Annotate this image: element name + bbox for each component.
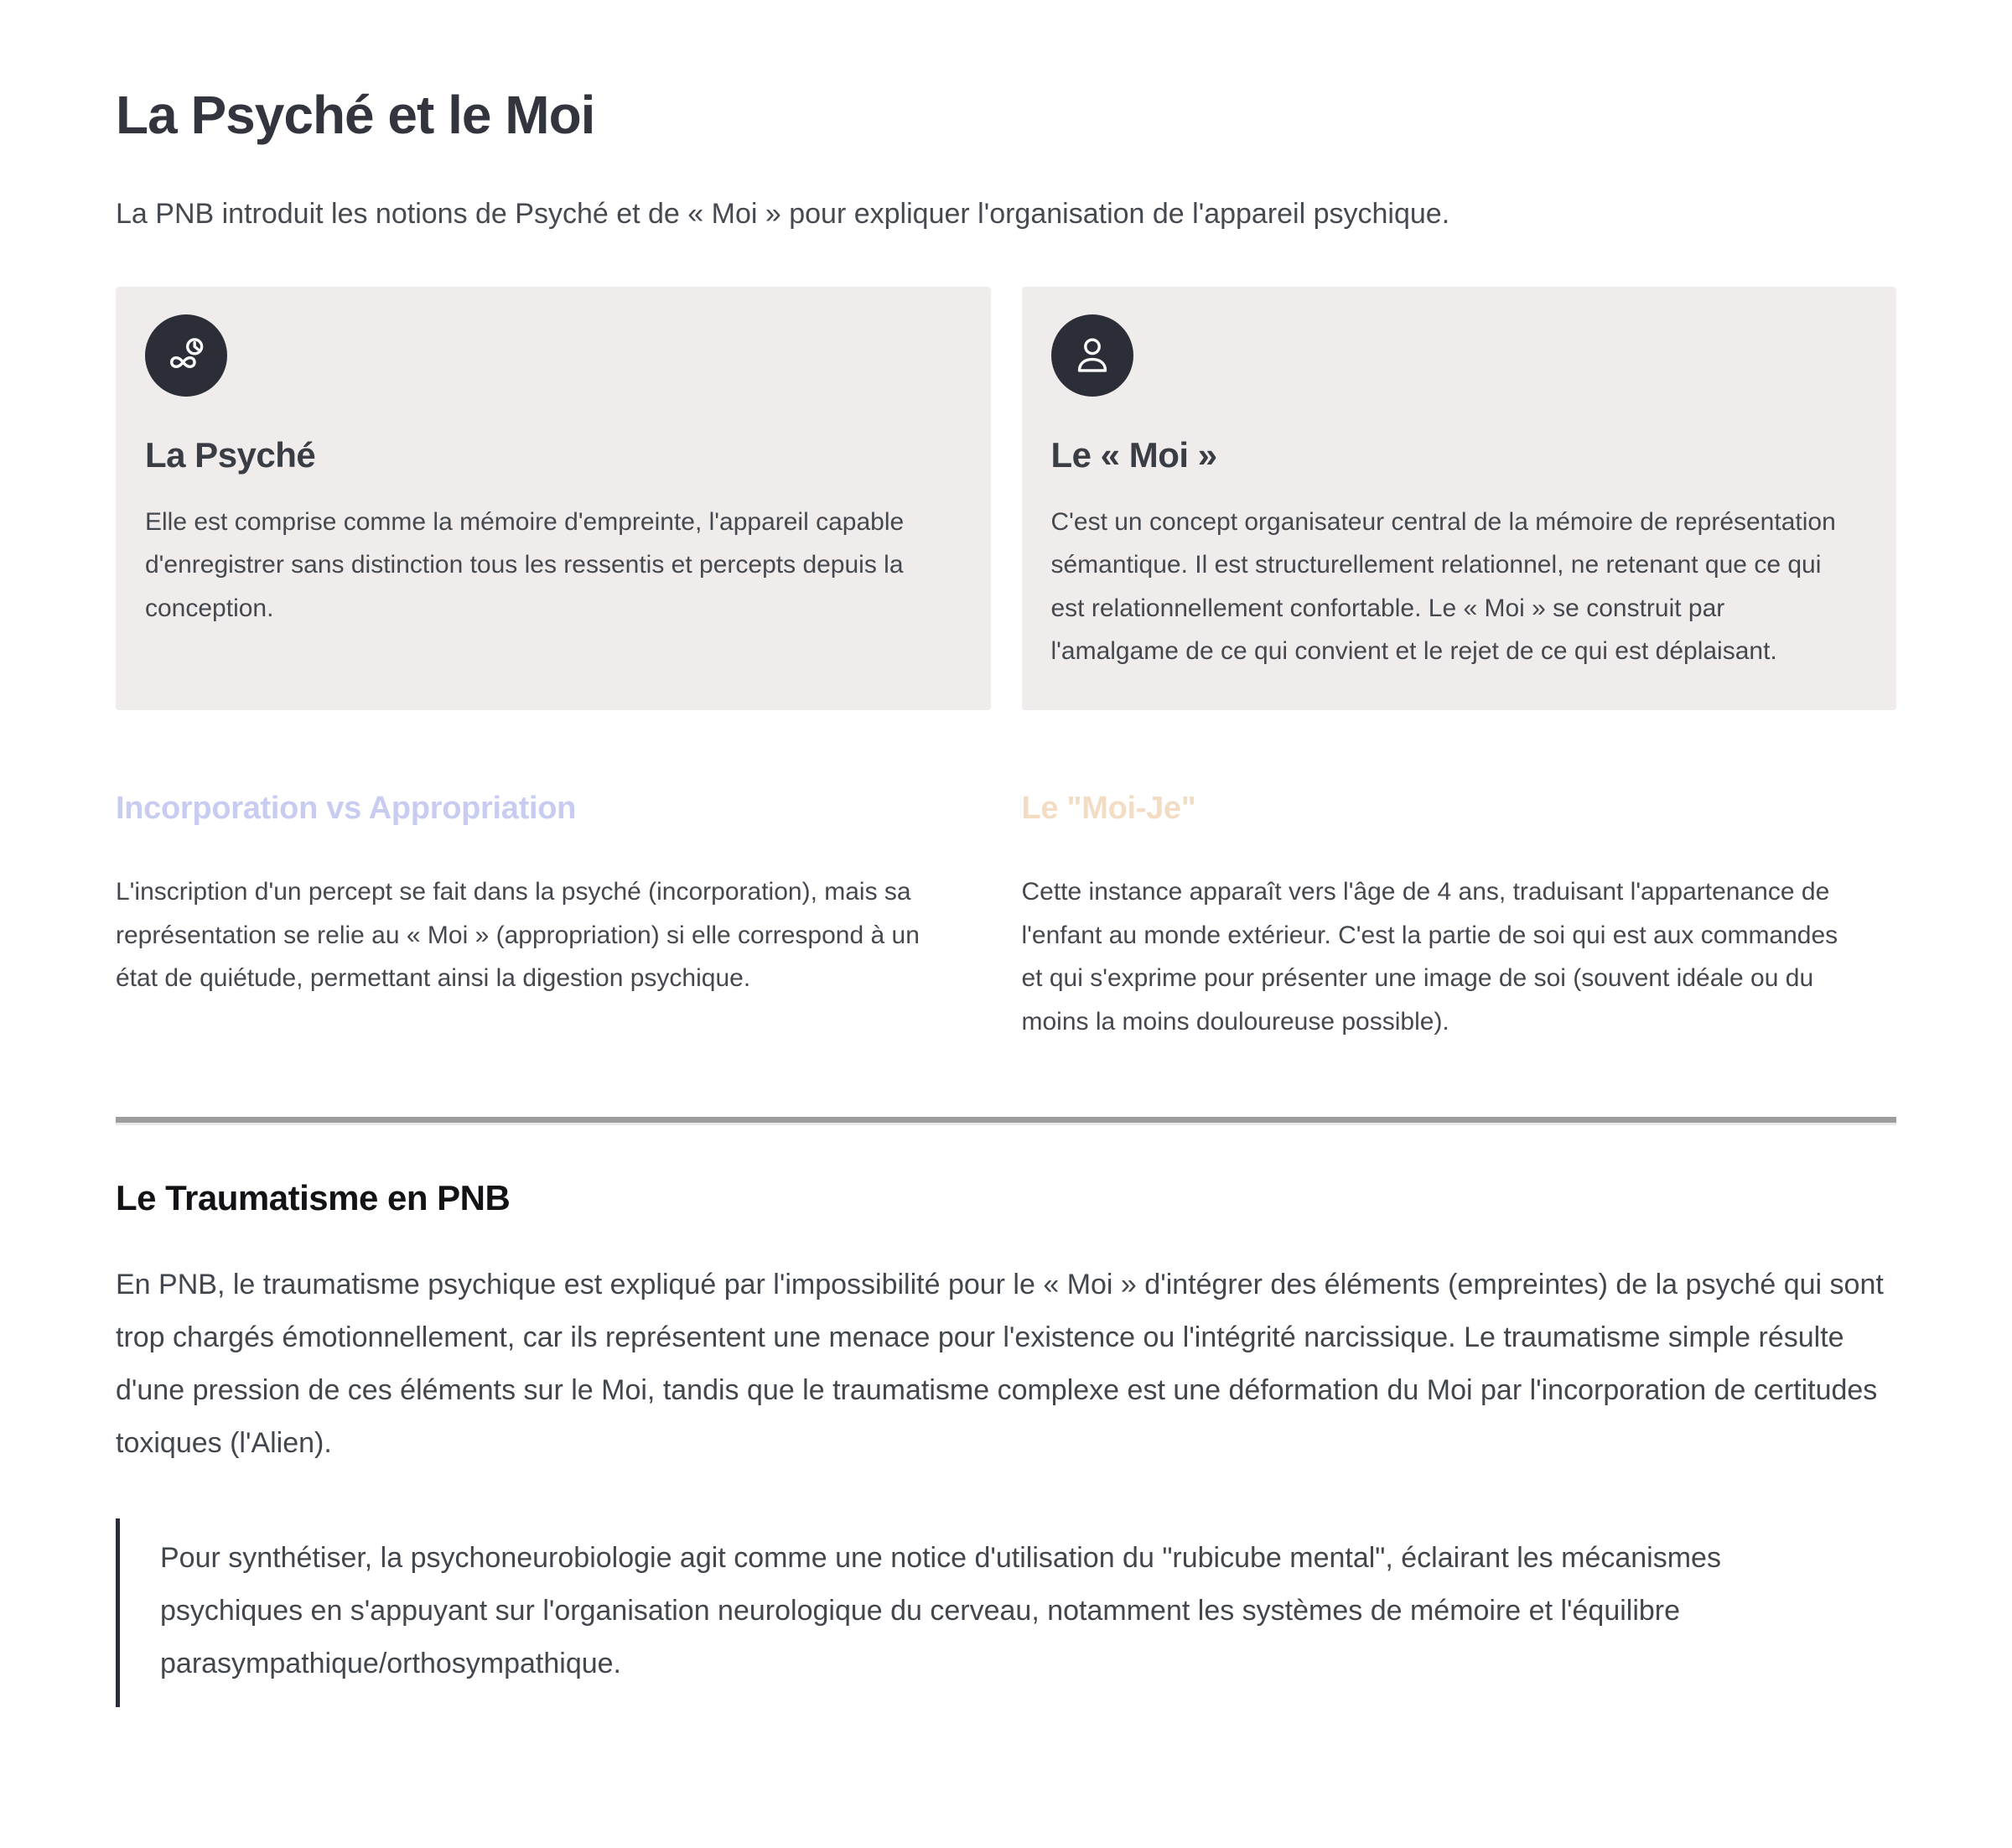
summary-quote-text: Pour synthétiser, la psychoneurobiologie agit comme une notice d'utilisation du "rubicube mental", éclairant les mécanismes psychiques en s'appuyant sur l'organisation neurologique du cerveau, notamment les systèmes de mémoire et l'équilibre parasympathique/orthosympathique. xyxy=(160,1541,1721,1679)
card-title: Le « Moi » xyxy=(1050,434,1217,475)
infinity-clock-icon xyxy=(145,314,227,397)
subsection-incorporation-vs-appropriation xyxy=(116,791,991,1000)
person-icon xyxy=(1051,314,1133,397)
card-le-moi xyxy=(1022,287,1897,710)
concept-cards xyxy=(116,287,1896,710)
subsection-body: Cette instance apparaît vers l'âge de 4 ans, traduisant l'appartenance de l'enfant au monde extérieur. C'est la partie de soi qui est aux commandes et qui s'exprime pour présenter une image de soi (souvent idéale ou du moins la moins douloureuse possible). xyxy=(1021,877,1838,1036)
page-title: La Psyché et le Moi xyxy=(116,85,595,145)
trauma-paragraph: En PNB, le traumatisme psychique est expliqué par l'impossibilité pour le « Moi » d'intégrer des éléments (empreintes) de la psyché qui sont trop chargés émotionnellement, car ils représentent une menace pour l'existence ou l'intégrité narcissique. Le traumatisme simple résulte d'une pression de ces éléments sur le Moi, tandis que le traumatisme complexe est une déformation du Moi par l'incorporation de certitudes toxiques (l'Alien). xyxy=(116,1269,1884,1460)
section-divider xyxy=(116,1117,1896,1123)
subsection-heading: Le "Moi-Je" xyxy=(1021,790,1196,826)
subsection-moi-je xyxy=(1022,791,1897,1043)
subsection-heading: Incorporation vs Appropriation xyxy=(116,790,577,826)
trauma-heading: Le Traumatisme en PNB xyxy=(116,1178,511,1218)
trauma-section xyxy=(116,1178,1896,1706)
card-la-psyche xyxy=(116,287,991,710)
subsections xyxy=(116,791,1896,1043)
summary-quote xyxy=(116,1518,1896,1707)
card-body: C'est un concept organisateur central de la mémoire de représentation sémantique. Il est structurellement relationnel, ne retenant que ce qui est relationnellement confortable. Le « Moi » se construit par l'amalgame de ce qui convient et le rejet de ce qui est déplaisant. xyxy=(1050,507,1836,666)
card-title: La Psyché xyxy=(145,434,316,475)
card-body: Elle est comprise comme la mémoire d'empreinte, l'appareil capable d'enregistrer sans distinction tous les ressentis et percepts depuis la conception. xyxy=(145,507,905,622)
subsection-body: L'inscription d'un percept se fait dans la psyché (incorporation), mais sa représentation se relie au « Moi » (appropriation) si elle correspond à un état de quiétude, permettant ainsi la digestion psychique. xyxy=(116,877,920,993)
intro-paragraph: La PNB introduit les notions de Psyché et de « Moi » pour expliquer l'organisation de l'appareil psychique. xyxy=(116,198,1450,230)
